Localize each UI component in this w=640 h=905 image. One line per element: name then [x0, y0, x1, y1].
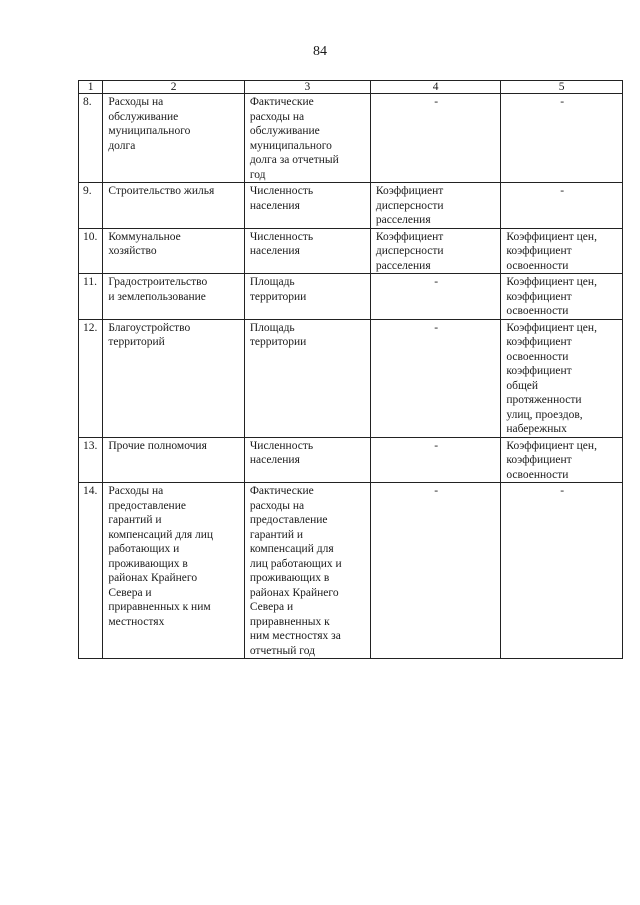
table-row	[79, 319, 623, 437]
table-row	[79, 437, 623, 483]
price-coefficient-cell: -	[501, 94, 623, 183]
indicator-cell: Фактические расходы на предоставление гарантий и компенсаций для лиц работающих и проживающих в районах Крайнего Севера и приравненных к ним местностях за отчетный год	[244, 483, 370, 659]
price-coefficient-cell: -	[501, 183, 623, 229]
dispersion-coefficient-cell: -	[370, 94, 500, 183]
table-body	[79, 94, 623, 659]
table-row	[79, 483, 623, 659]
price-coefficient-cell: Коэффициент цен, коэффициент освоенности	[501, 228, 623, 274]
indicator-cell: Численность населения	[244, 183, 370, 229]
column-header: 5	[501, 81, 623, 94]
dispersion-coefficient-cell: Коэффициент дисперсности расселения	[370, 183, 500, 229]
table-header-row	[79, 81, 623, 94]
dispersion-coefficient-cell: Коэффициент дисперсности расселения	[370, 228, 500, 274]
table-row	[79, 228, 623, 274]
price-coefficient-cell: Коэффициент цен, коэффициент освоенности	[501, 274, 623, 320]
row-number-cell: 9.	[79, 183, 103, 229]
dispersion-coefficient-cell: -	[370, 319, 500, 437]
indicator-cell: Площадь территории	[244, 274, 370, 320]
row-number-cell: 13.	[79, 437, 103, 483]
row-number-cell: 8.	[79, 94, 103, 183]
row-number-cell: 10.	[79, 228, 103, 274]
table-row	[79, 274, 623, 320]
price-coefficient-cell: -	[501, 483, 623, 659]
column-header: 3	[244, 81, 370, 94]
coefficients-table	[78, 80, 623, 659]
price-coefficient-cell: Коэффициент цен, коэффициент освоенности	[501, 437, 623, 483]
indicator-cell: Численность населения	[244, 437, 370, 483]
page-number: 84	[313, 44, 327, 59]
column-header: 4	[370, 81, 500, 94]
dispersion-coefficient-cell: -	[370, 274, 500, 320]
dispersion-coefficient-cell: -	[370, 437, 500, 483]
expense-name-cell: Строительство жилья	[103, 183, 245, 229]
expense-name-cell: Градостроительство и землепользование	[103, 274, 245, 320]
column-header: 1	[79, 81, 103, 94]
expense-name-cell: Коммунальное хозяйство	[103, 228, 245, 274]
row-number-cell: 11.	[79, 274, 103, 320]
column-header: 2	[103, 81, 245, 94]
table-row	[79, 94, 623, 183]
expense-name-cell: Расходы на обслуживание муниципального долга	[103, 94, 245, 183]
expense-name-cell: Расходы на предоставление гарантий и компенсаций для лиц работающих и проживающих в районах Крайнего Севера и приравненных к ним местностях	[103, 483, 245, 659]
indicator-cell: Численность населения	[244, 228, 370, 274]
dispersion-coefficient-cell: -	[370, 483, 500, 659]
table-row	[79, 183, 623, 229]
expense-name-cell: Благоустройство территорий	[103, 319, 245, 437]
price-coefficient-cell: Коэффициент цен, коэффициент освоенности коэффициент общей протяженности улиц, проездов, набережных	[501, 319, 623, 437]
indicator-cell: Площадь территории	[244, 319, 370, 437]
row-number-cell: 14.	[79, 483, 103, 659]
row-number-cell: 12.	[79, 319, 103, 437]
indicator-cell: Фактические расходы на обслуживание муниципального долга за отчетный год	[244, 94, 370, 183]
expense-name-cell: Прочие полномочия	[103, 437, 245, 483]
